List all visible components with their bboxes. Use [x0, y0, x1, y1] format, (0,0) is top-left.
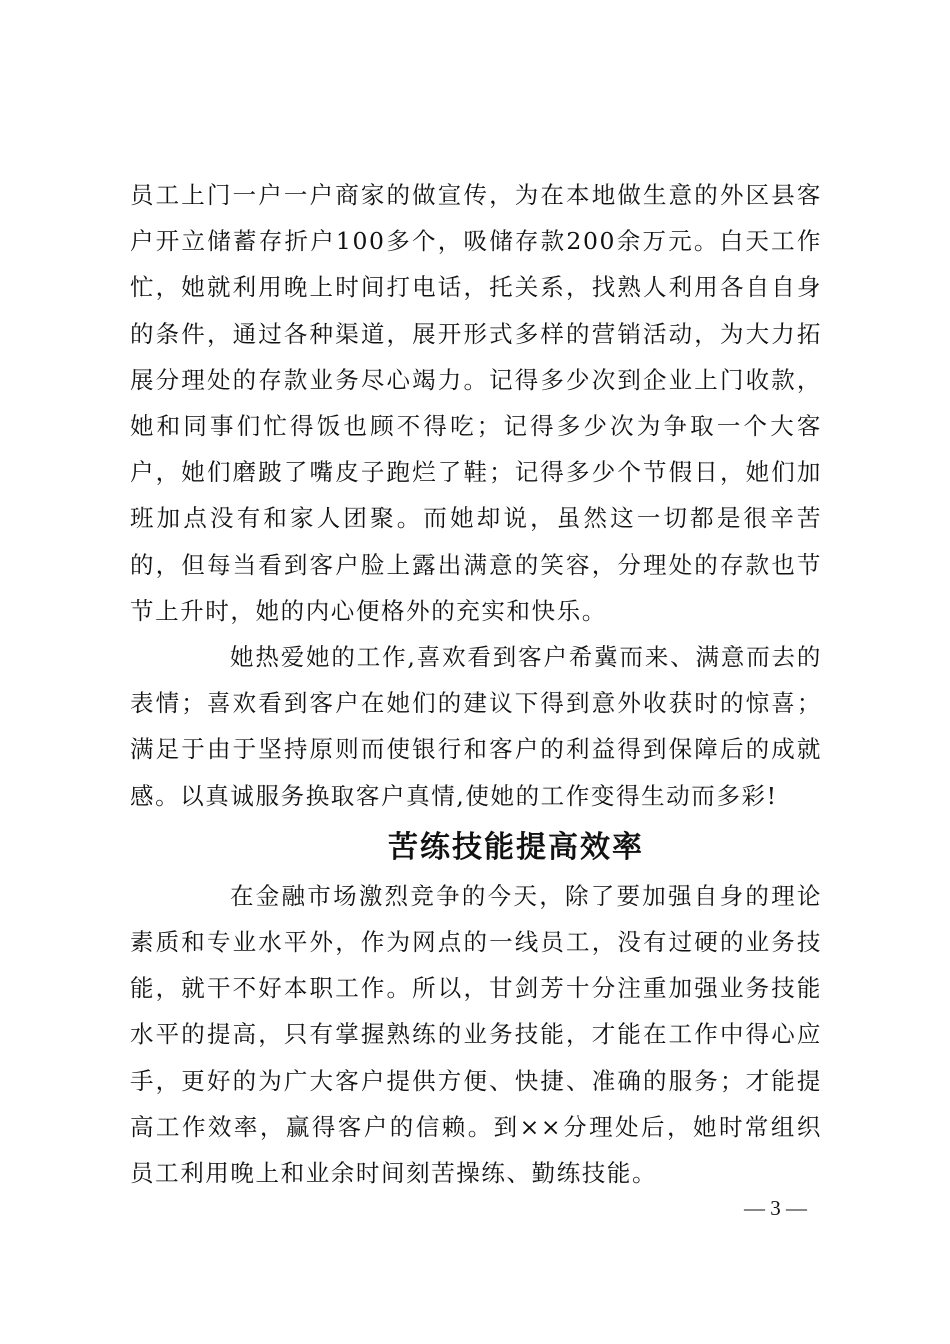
- body-paragraph: 她热爱她的工作,喜欢看到客户希冀而来、满意而去的表情；喜欢看到客户在她们的建议下得到意外收获时的惊喜；满足于由于坚持原则而使银行和客户的利益得到保障后的成就感。以真诚服务换取客户真情,使她的工作变得生动而多彩!: [130, 643, 822, 810]
- document-body: [130, 172, 822, 1196]
- body-paragraph: 在金融市场激烈竞争的今天，除了要加强自身的理论素质和专业水平外，作为网点的一线员工，没有过硬的业务技能，就干不好本职工作。所以，甘剑芳十分注重加强业务技能水平的提高，只有掌握熟练的业务技能，才能在工作中得心应手，更好的为广大客户提供方便、快捷、准确的服务；才能提高工作效率，赢得客户的信赖。到××分理处后，她时常组织员工利用晚上和业余时间刻苦操练、勤练技能。: [130, 881, 822, 1188]
- section-title: 苦练技能提高效率: [388, 829, 644, 865]
- body-paragraph: 员工上门一户一户商家的做宣传，为在本地做生意的外区县客户开立储蓄存折户100多个，吸储存款200余万元。白天工作忙，她就利用晚上时间打电话，托关系，找熟人利用各自自身的条件，通过各种渠道，展开形式多样的营销活动，为大力拓展分理处的存款业务尽心竭力。记得多少次到企业上门收款，她和同事们忙得饭也顾不得吃；记得多少次为争取一个大客户，她们磨跛了嘴皮子跑烂了鞋；记得多少个节假日，她们加班加点没有和家人团聚。而她却说，虽然这一切都是很辛苦的，但每当看到客户脸上露出满意的笑容，分理处的存款也节节上升时，她的内心便格外的充实和快乐。: [130, 181, 822, 625]
- page-number: — 3 —: [744, 1196, 807, 1220]
